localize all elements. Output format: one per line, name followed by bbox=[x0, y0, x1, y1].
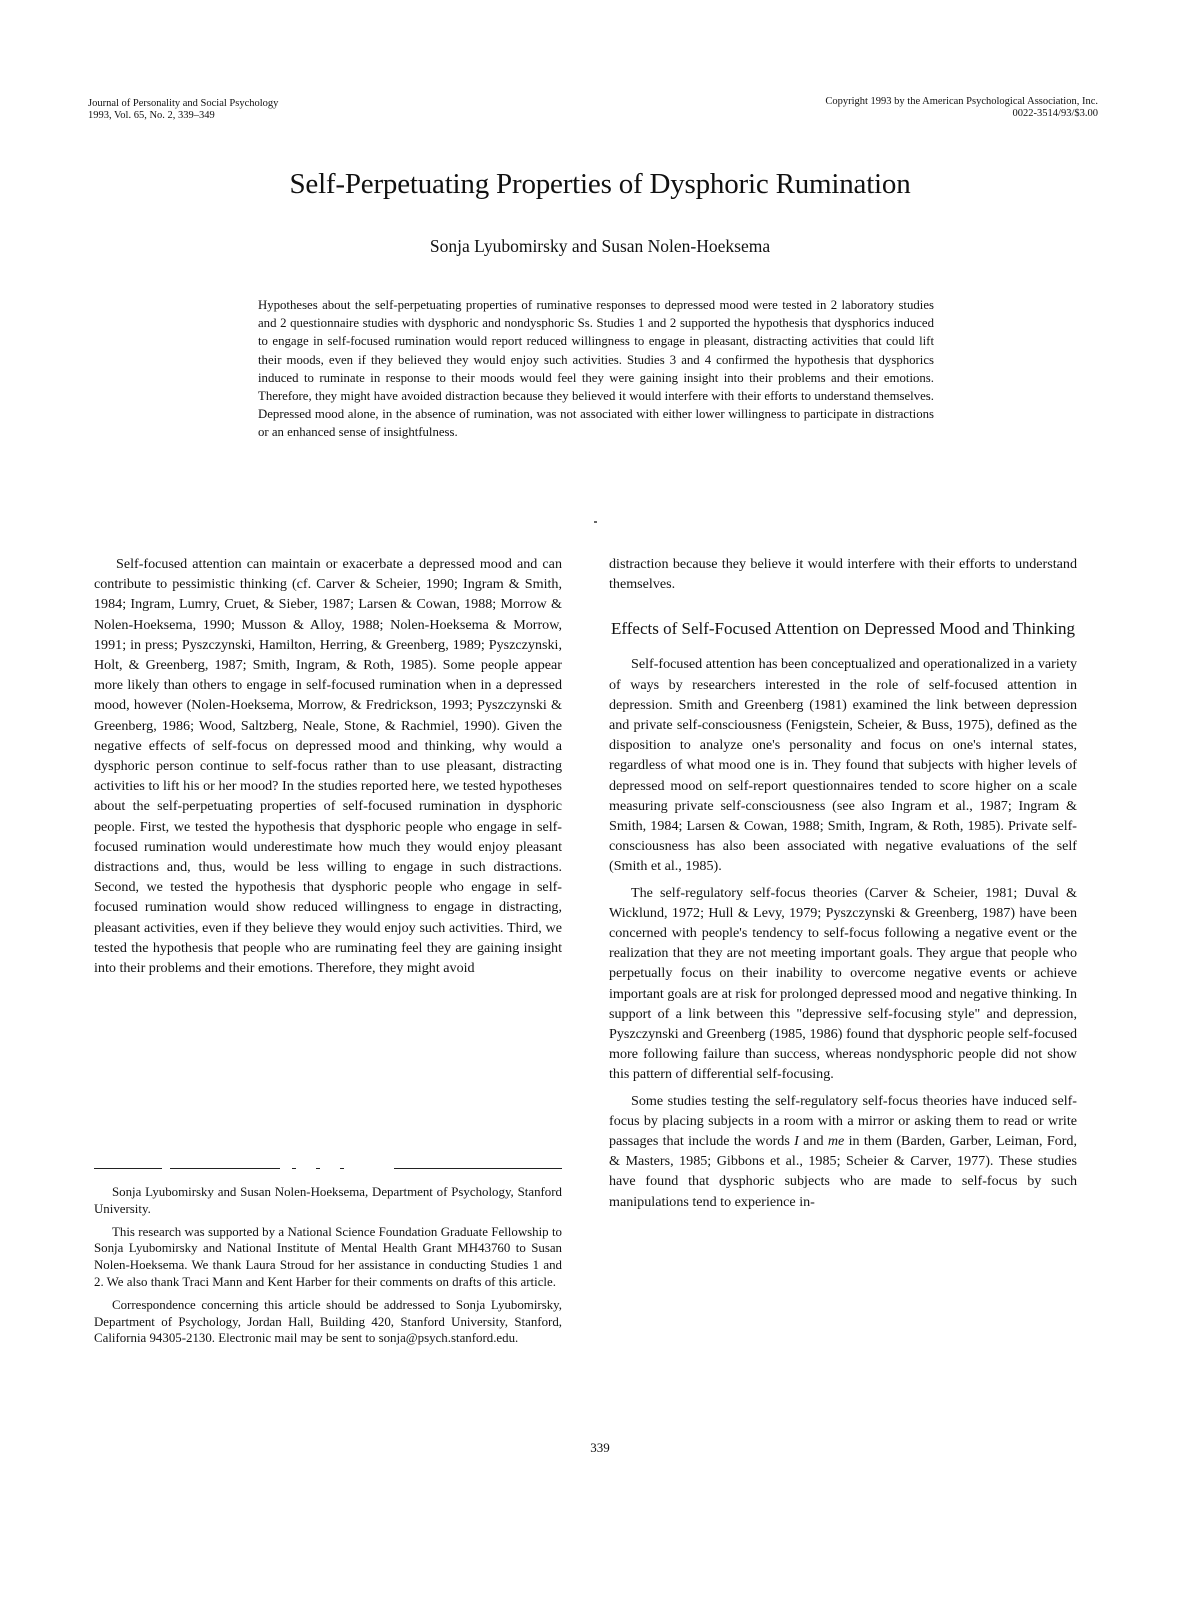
journal-citation bbox=[88, 98, 448, 122]
page-number: 339 bbox=[590, 1440, 610, 1455]
paragraph-3-text-c: in them (Barden, Garber, Leiman, Ford, & Masters, 1985; Gibbons et al., 1985; Scheier & Carver, 1977). These studies have found that dysphoric subjects who are made to self-focus by such manipulations tend to experience in- bbox=[609, 1133, 1078, 1210]
paragraph-3-text-b: and bbox=[798, 1133, 828, 1150]
body-paragraph-3 bbox=[609, 1091, 1077, 1212]
abstract: Hypotheses about the self-perpetuating properties of ruminative responses to depressed mood were tested in 2 laboratory studies and 2 questionnaire studies with dysphoric and nondysphoric Ss. Studies 1 and 2 supported the hypothesis that dysphorics induced to engage in self-focused rumination would report reduced willingness to engage in pleasant, distracting activities that could lift their moods, even if they believed they would enjoy such activities. Studies 3 and 4 confirmed the hypothesis that dysphorics induced to ruminate in response to their moods would feel they were gaining insight into their problems and their emotions. Therefore, they might have avoided distraction because they believed it would interfere with their efforts to understand themselves. Depressed mood alone, in the absence of rumination, was not associated with either lower willingness to participate in distractions or an enhanced sense of insightfulness. bbox=[258, 298, 934, 440]
copyright-notice bbox=[678, 96, 1098, 120]
footnote-correspondence: Correspondence concerning this article should be addressed to Sonja Lyubomirsky, Department of Psychology, Jordan Hall, Building 420, Stanford University, Stanford, California 94305-2130. Electronic mail may be sent to sonja@psych.stanford.edu. bbox=[94, 1297, 562, 1346]
italic-word-me: me bbox=[827, 1133, 845, 1150]
continuation-paragraph: distraction because they believe it would interfere with their efforts to understand themselves. bbox=[609, 556, 1077, 593]
body-paragraph-1: Self-focused attention has been conceptualized and operationalized in a variety of ways by researchers interested in the role of self-focused attention in depression. Smith and Greenberg (1981) examined the link between depression and private self-consciousness (Fenigstein, Scheier, & Buss, 1975), defined as the disposition to analyze one's personality and focus on one's internal states, regardless of what mood one is in. They found that subjects with higher levels of depressed mood on self-report questionnaires tended to score higher on a scale measuring private self-consciousness (see also Ingram et al., 1987; Ingram & Smith, 1984; Larsen & Cowan, 1988; Smith, Ingram, & Roth, 1985). Private self-consciousness has also been associated with negative evaluations of the self (Smith et al., 1985). bbox=[609, 656, 1077, 875]
footnote-funding: This research was supported by a National Science Foundation Graduate Fellowship to Sonja Lyubomirsky and National Institute of Mental Health Grant MH43760 to Susan Nolen-Hoeksema. We thank Laura Stroud for her assistance in conducting Studies 1 and 2. We also thank Traci Mann and Kent Harber for their comments on drafts of this article. bbox=[94, 1224, 562, 1289]
journal-volume: 1993, Vol. 65, No. 2, 339–349 bbox=[88, 110, 215, 121]
article-title: Self-Perpetuating Properties of Dysphoric Rumination bbox=[289, 168, 911, 200]
article-authors: Sonja Lyubomirsky and Susan Nolen-Hoeksema bbox=[429, 236, 771, 256]
footnote-affiliation: Sonja Lyubomirsky and Susan Nolen-Hoeksema, Department of Psychology, Stanford University. bbox=[94, 1185, 562, 1216]
section-heading: Effects of Self-Focused Attention on Depressed Mood and Thinking bbox=[611, 619, 1075, 639]
italic-word-i: I bbox=[794, 1133, 799, 1150]
journal-name: Journal of Personality and Social Psychology bbox=[88, 98, 279, 109]
body-paragraph-2: The self-regulatory self-focus theories (Carver & Scheier, 1981; Duval & Wicklund, 1972; Hull & Levy, 1979; Pyszczynski & Greenberg, 1987) have been concerned with people's tendency to self-focus following a negative event or the realization that they are not meeting important goals. They argue that people who perpetually focus on their inability to overcome negative events or achieve important goals are at risk for prolonged depressed mood and negative thinking. In support of a link between this "depressive self-focusing style" and depression, Pyszczynski and Greenberg (1985, 1986) found that dysphoric people self-focused more following failure than success, whereas nondysphoric people did not show this pattern of differential self-focusing. bbox=[609, 884, 1077, 1083]
copyright-line: Copyright 1993 by the American Psychological Association, Inc. bbox=[825, 96, 1098, 107]
footnote-rule bbox=[94, 1168, 562, 1169]
issn-line: 0022-3514/93/$3.00 bbox=[1012, 108, 1098, 119]
author-notes bbox=[94, 1184, 562, 1353]
abstract-separator bbox=[594, 521, 597, 523]
intro-paragraph: Self-focused attention can maintain or exacerbate a depressed mood and can contribute to pessimistic thinking (cf. Carver & Scheier, 1990; Ingram & Smith, 1984; Ingram, Lumry, Cruet, & Sieber, 1987; Larsen & Cowan, 1988; Morrow & Nolen-Hoeksema, 1990; Musson & Alloy, 1988; Nolen-Hoeksema & Morrow, 1991; in press; Pyszczynski, Hamilton, Herring, & Greenberg, 1989; Pyszczynski, Holt, & Greenberg, 1987; Smith, Ingram, & Roth, 1985). Some people appear more likely than others to engage in self-focused rumination when in a depressed mood, however (Nolen-Hoeksema, Morrow, & Fredrickson, 1993; Pyszczynski & Greenberg, 1986; Wood, Saltzberg, Neale, Stone, & Rachmiel, 1990). Given the negative effects of self-focus on depressed mood and thinking, why would a dysphoric person continue to self-focus rather than to use pleasant, distracting activities to lift his or her mood? In the studies reported here, we tested hypotheses about the self-perpetuating properties of self-focused rumination in dysphoric people. First, we tested the hypothesis that dysphoric people who engage in self-focused rumination would underestimate how much they would enjoy pleasant distractions and, thus, would be less willing to engage in such distractions. Second, we tested the hypothesis that dysphoric people who engage in self-focused rumination would show reduced willingness to engage in distracting, pleasant activities, even if they believe they would enjoy such activities. Third, we tested the hypothesis that people who are ruminating feel they are gaining insight into their problems and their emotions. Therefore, they might avoid bbox=[94, 556, 562, 977]
paragraph-3-text-a: Some studies testing the self-regulatory self-focus theories have induced self-focus by placing subjects in a room with a mirror or asking them to read or write passages that include the words bbox=[609, 1092, 1077, 1150]
right-column bbox=[609, 554, 1077, 1212]
left-column bbox=[94, 554, 562, 978]
